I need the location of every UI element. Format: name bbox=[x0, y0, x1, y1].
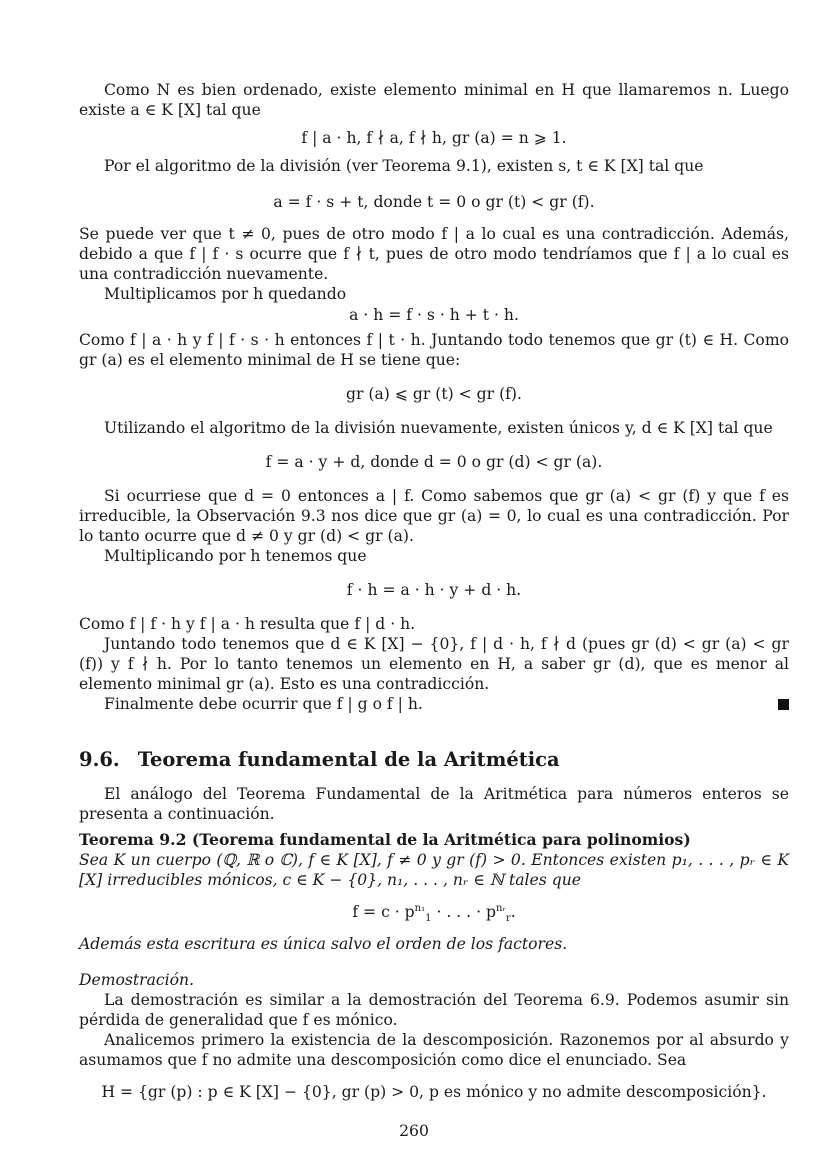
paragraph: Como N es bien ordenado, existe elemento minimal en H que llamaremos n. Luego existe a ∈ K [X] tal que bbox=[79, 81, 789, 119]
paragraph: Utilizando el algoritmo de la división nuevamente, existen únicos y, d ∈ K [X] tal que bbox=[104, 419, 773, 437]
paragraph: Si ocurriese que d = 0 entonces a | f. Como sabemos que gr (a) < gr (f) y que f es irreducible, la Observación 9.3 nos dice que gr (a) = 0, lo cual es una contradicción. Por lo tanto ocurre que d ≠ 0 y gr (d) < gr (a). bbox=[79, 487, 789, 545]
paragraph: Como f | f · h y f | a · h resulta que f | d · h. bbox=[79, 615, 416, 633]
theorem-equation bbox=[79, 902, 789, 925]
paragraph: Multiplicando por h tenemos que bbox=[104, 547, 367, 565]
eq-subscript: r bbox=[505, 913, 511, 925]
qed-square-icon bbox=[778, 699, 789, 710]
paragraph: Como f | a · h y f | f · s · h entonces f | t · h. Juntando todo tenemos que gr (t) ∈ H. Como gr (a) es el elemento minimal de H se tiene que: bbox=[79, 331, 789, 369]
page-body bbox=[79, 80, 789, 1102]
paragraph-text: Finalmente debe ocurrir que f | g o f | h. bbox=[104, 695, 423, 713]
eq-exponent: n₁ bbox=[414, 902, 426, 914]
paragraph: Por el algoritmo de la división (ver Teorema 9.1), existen s, t ∈ K [X] tal que bbox=[104, 157, 704, 175]
paragraph: Se puede ver que t ≠ 0, pues de otro modo f | a lo cual es una contradicción. Además, debido a que f | f · s ocurre que f ∤ t, pues de otro modo tendríamos que f | a lo cual es una contradicción nuevamente. bbox=[79, 225, 789, 283]
paragraph: Multiplicamos por h quedando bbox=[104, 285, 347, 303]
eq-part: f = c · p bbox=[352, 903, 415, 921]
eq-part: · . . . · p bbox=[431, 903, 496, 921]
equation: a · h = f · s · h + t · h. bbox=[349, 306, 519, 324]
equation: f = a · y + d, donde d = 0 o gr (d) < gr (a). bbox=[265, 453, 603, 471]
proof-equation: H = {gr (p) : p ∈ K [X] − {0}, gr (p) > 0, p es mónico y no admite descomposición}. bbox=[101, 1083, 767, 1101]
theorem-closing: Además esta escritura es única salvo el orden de los factores. bbox=[79, 935, 568, 953]
proof-paragraph: Analicemos primero la existencia de la descomposición. Razonemos por al absurdo y asumamos que f no admite una descomposición como dice el enunciado. Sea bbox=[79, 1031, 789, 1069]
paragraph-with-qed bbox=[79, 694, 789, 714]
eq-subscript: 1 bbox=[425, 913, 432, 925]
eq-exponent: nᵣ bbox=[496, 902, 506, 914]
paragraph: Juntando todo tenemos que d ∈ K [X] − {0}, f | d · h, f ∤ d (pues gr (d) < gr (a) < gr (f)) y f ∤ h. Por lo tanto tenemos un elemento en H, a saber gr (d), que es menor al elemento minimal gr (a). Esto es una contradicción. bbox=[79, 635, 789, 693]
proof-heading: Demostración. bbox=[79, 971, 195, 989]
section-heading bbox=[79, 748, 789, 772]
equation: f · h = a · h · y + d · h. bbox=[346, 581, 522, 599]
page-number: 260 bbox=[399, 1122, 429, 1140]
theorem-statement: Sea K un cuerpo (ℚ, ℝ o ℂ), f ∈ K [X], f ≠ 0 y gr (f) > 0. Entonces existen p₁, . . . , pᵣ ∈ K [X] irreducibles mónicos, c ∈ K − {0}, n₁, . . . , nᵣ ∈ ℕ tales que bbox=[79, 851, 789, 889]
equation: gr (a) ⩽ gr (t) < gr (f). bbox=[346, 385, 522, 403]
theorem-title: Teorema 9.2 (Teorema fundamental de la Aritmética para polinomios) bbox=[79, 830, 691, 849]
proof-paragraph: La demostración es similar a la demostración del Teorema 6.9. Podemos asumir sin pérdida de generalidad que f es mónico. bbox=[79, 991, 789, 1029]
equation: a = f · s + t, donde t = 0 o gr (t) < gr (f). bbox=[273, 193, 595, 211]
section-number: 9.6. bbox=[79, 748, 120, 771]
equation: f | a · h, f ∤ a, f ∤ h, gr (a) = n ⩾ 1. bbox=[301, 129, 567, 147]
eq-part: . bbox=[510, 903, 516, 921]
section-title: Teorema fundamental de la Aritmética bbox=[137, 748, 560, 771]
section-intro: El análogo del Teorema Fundamental de la Aritmética para números enteros se presenta a continuación. bbox=[79, 785, 789, 823]
